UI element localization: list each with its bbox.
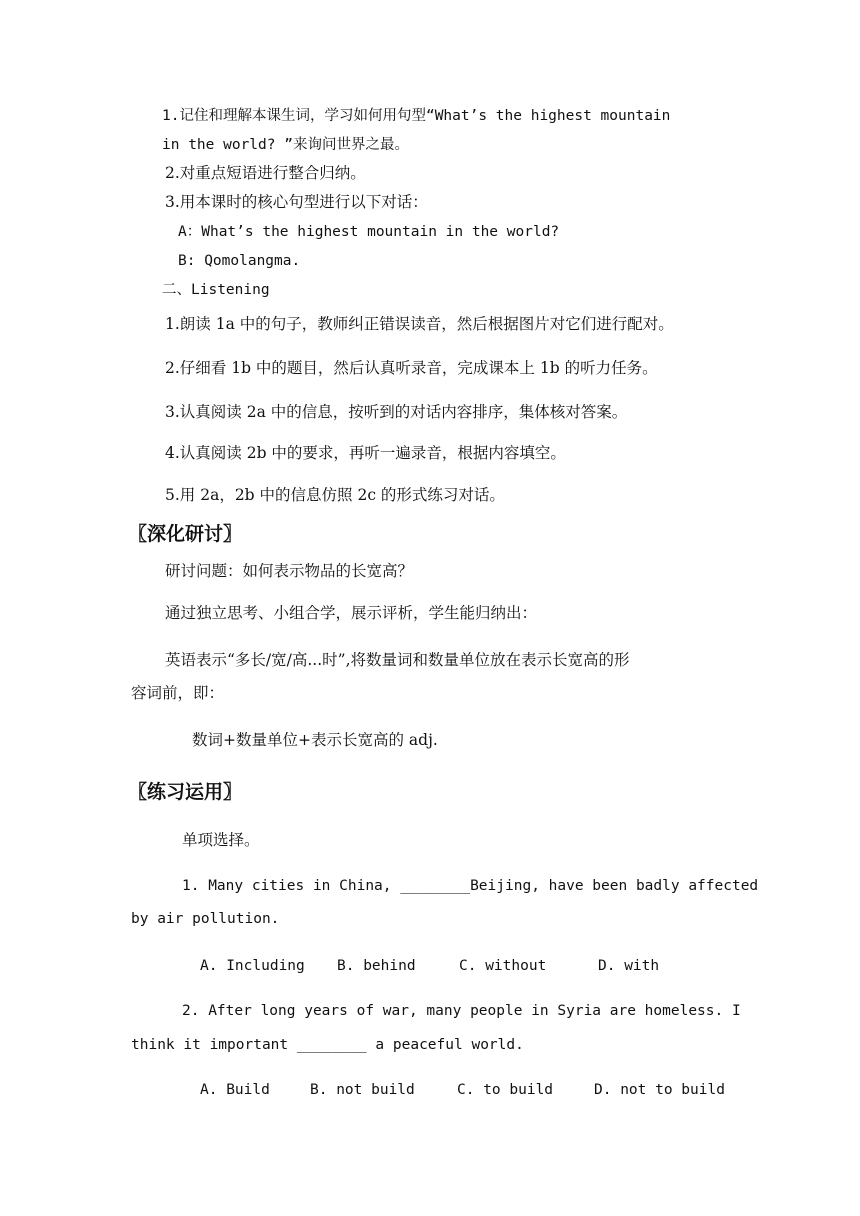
listening-item: 2.仔细看 1b 中的题目，然后认真听录音，完成课本上 1b 的听力任务。	[165, 359, 658, 377]
option-a: A. Build	[200, 1082, 270, 1098]
listening-item: 5.用 2a，2b 中的信息仿照 2c 的形式练习对话。	[165, 486, 505, 504]
goal-line: 1.记住和理解本课生词，学习如何用句型“What’s the highest mountain	[162, 108, 671, 124]
goal-line: in the world? ”来询问世界之最。	[162, 137, 409, 153]
listening-item: 3.认真阅读 2a 中的信息，按听到的对话内容排序，集体核对答案。	[165, 403, 628, 421]
option-b: B. behind	[337, 958, 416, 974]
dialogue-line: A：What’s the highest mountain in the world?	[178, 224, 560, 240]
section-heading: 〖练习运用〗	[128, 781, 243, 803]
discussion-question: 研讨问题：如何表示物品的长宽高？	[165, 562, 414, 580]
instruction-text: 单项选择。	[182, 831, 260, 849]
option-c: C. to build	[457, 1082, 554, 1098]
question-text: 2. After long years of war, many people in Syria are homeless. I	[182, 1003, 741, 1019]
question-text: 1. Many cities in China, ________Beijing, have been badly affected	[182, 878, 759, 894]
listening-item: 4.认真阅读 2b 中的要求，再听一遍录音，根据内容填空。	[165, 444, 566, 462]
goal-line: 2.对重点短语进行整合归纳。	[165, 164, 366, 182]
formula-text: 数词+数量单位+表示长宽高的 adj.	[192, 731, 438, 749]
goal-line: 3.用本课时的核心句型进行以下对话：	[165, 193, 428, 211]
section-heading: 二、Listening	[162, 282, 270, 298]
option-a: A. Including	[200, 958, 305, 974]
question-text: think it important ________ a peaceful world.	[131, 1037, 524, 1053]
question-text: by air pollution.	[131, 911, 280, 927]
section-heading: 〖深化研讨〗	[128, 523, 243, 545]
option-d: D. with	[598, 958, 660, 974]
dialogue-line: B: Qomolangma.	[178, 253, 301, 269]
option-b: B. not build	[310, 1082, 415, 1098]
rule-text: 英语表示“多长/宽/高...时”,将数量词和数量单位放在表示长宽高的形	[165, 651, 630, 669]
process-text: 通过独立思考、小组合学，展示评析，学生能归纳出：	[165, 604, 538, 622]
listening-item: 1.朗读 1a 中的句子，教师纠正错误读音，然后根据图片对它们进行配对。	[165, 315, 674, 333]
option-d: D. not to build	[594, 1082, 725, 1098]
option-c: C. without	[459, 958, 547, 974]
rule-text: 容词前，即：	[131, 684, 225, 702]
